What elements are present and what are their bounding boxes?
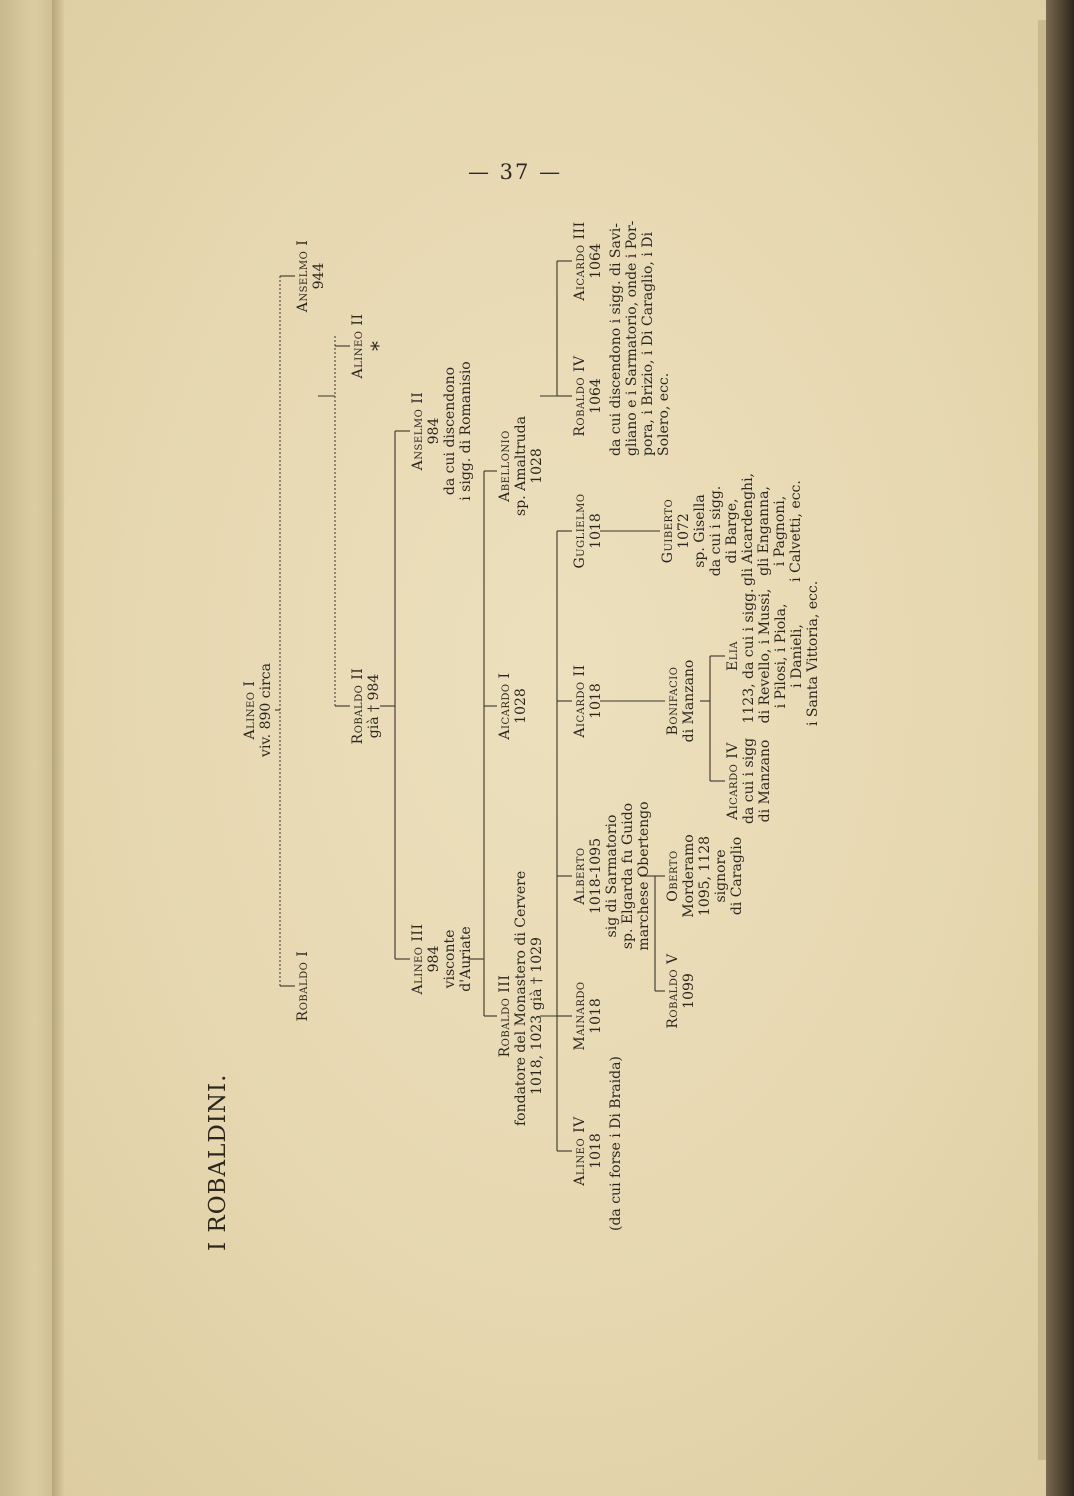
person-detail: 984 — [426, 945, 442, 973]
person-guiberto — [660, 472, 804, 586]
person-detail: viv. 890 circa — [258, 663, 274, 757]
person-detail: i Pagnoni, — [772, 495, 788, 567]
person-name: Anselmo I — [295, 239, 311, 313]
person-detail: da cui i sigg. — [708, 485, 724, 577]
person-name: Guglielmo — [572, 493, 588, 569]
person-detail: 1072 — [676, 513, 692, 549]
person-detail: di Manzano — [757, 739, 773, 823]
person-anselmo-1 — [295, 226, 327, 326]
person-abellonio — [497, 406, 545, 526]
person-alineo-2 — [350, 296, 390, 396]
person-detail: sp. Gisella — [692, 494, 708, 568]
person-aicardo-1 — [497, 656, 529, 756]
person-detail: visconte — [442, 929, 458, 989]
person-detail: gli Aicardenghi, — [740, 472, 756, 586]
person-aicardo-3 — [572, 211, 604, 311]
person-elia — [725, 580, 821, 726]
descendants-text: da cui discendono i sigg. di Savi- — [608, 223, 624, 456]
person-robaldo-3 — [497, 870, 545, 1126]
robaldo-4-descendants — [608, 196, 672, 456]
person-name: Alineo III — [410, 923, 426, 995]
person-detail: d'Auriate — [458, 926, 474, 992]
person-detail: 1099 — [681, 973, 697, 1009]
person-name: Aicardo III — [572, 221, 588, 301]
person-detail: Morderamo — [681, 834, 697, 918]
person-alberto — [572, 801, 652, 951]
person-mainardo — [572, 966, 604, 1066]
person-detail: 1018, 1023 già † 1029 — [529, 937, 545, 1095]
person-detail: signore — [713, 849, 729, 903]
person-detail: i Danieli, — [789, 624, 805, 688]
person-detail: 1018 — [588, 683, 604, 719]
person-name: Robaldo II — [350, 667, 366, 745]
person-name: Alineo I — [242, 680, 258, 740]
person-detail: di Manzano — [681, 659, 697, 743]
person-detail: di Caraglio — [729, 836, 745, 916]
person-anselmo-2 — [410, 356, 474, 506]
descendants-text: Solero, ecc. — [656, 372, 672, 456]
person-detail: sp. Elgarda fu Guido — [620, 802, 636, 950]
person-name: Robaldo IV — [572, 355, 588, 437]
person-detail: fondatore del Monastero di Cervere — [513, 870, 529, 1126]
person-alineo-1 — [242, 660, 274, 760]
person-alineo-4 — [572, 1056, 624, 1231]
person-name: Robaldo III — [497, 974, 513, 1058]
person-detail: 984 — [426, 417, 442, 445]
person-detail: sp. Amaltruda — [513, 416, 529, 516]
person-robaldo-1 — [295, 936, 311, 1036]
person-name: Mainardo — [572, 981, 588, 1051]
person-name: Abellonio — [497, 430, 513, 502]
person-robaldo-4 — [572, 346, 604, 446]
person-detail: 1064 — [588, 378, 604, 414]
person-detail: 1095, 1128 — [697, 835, 713, 917]
person-alineo-3 — [410, 909, 474, 1009]
person-name: Alineo II — [350, 313, 366, 379]
person-detail: 1028 — [513, 688, 529, 724]
person-detail: di Barge, — [724, 498, 740, 564]
person-name: Guiberto — [660, 498, 676, 564]
person-oberto — [665, 826, 745, 926]
person-guglielmo — [572, 481, 604, 581]
page-number: — 37 — — [468, 160, 563, 184]
descendants-text: gliano e i Sarmatorio, onde i Por- — [624, 220, 640, 456]
person-detail: i sigg. di Romanisio — [458, 361, 474, 501]
person-detail: 1123, da cui i sigg. — [741, 588, 757, 724]
person-name: Anselmo II — [410, 391, 426, 471]
person-name: Aicardo IV — [725, 742, 741, 820]
person-name: Robaldo I — [295, 950, 311, 1022]
person-name: Alineo IV — [572, 1116, 588, 1186]
person-detail: i Santa Vittoria, ecc. — [805, 580, 821, 726]
asterisk-mark: * — [366, 341, 390, 351]
person-detail: i Calvetti, ecc. — [788, 480, 804, 582]
person-detail: 944 — [311, 262, 327, 290]
person-robaldo-5 — [665, 941, 697, 1041]
person-name: Oberto — [665, 850, 681, 902]
person-detail: 1018 — [588, 1133, 604, 1169]
person-detail: 1018 — [588, 998, 604, 1034]
person-name: Alberto — [572, 847, 588, 905]
person-aicardo-2 — [572, 651, 604, 751]
genealogy-title: I ROBALDINI. — [205, 1073, 231, 1251]
person-detail: sig di Sarmatorio — [604, 814, 620, 938]
person-name: Aicardo II — [572, 664, 588, 738]
person-aicardo-4 — [725, 731, 773, 831]
person-detail: 1064 — [588, 243, 604, 279]
descendants-text: pora, i Brizio, i Di Caraglio, i Di — [640, 232, 656, 456]
person-detail: 1018-1095 — [588, 838, 604, 914]
person-detail: di Revello, i Mussi, — [757, 588, 773, 724]
person-detail: da cui discendono — [442, 366, 458, 496]
person-name: Robaldo V — [665, 953, 681, 1029]
person-name: Bonifacio — [665, 666, 681, 736]
person-detail: marchese Obertengo — [636, 801, 652, 951]
person-name: Elia — [725, 640, 741, 672]
person-name: Aicardo I — [497, 672, 513, 740]
person-bonifacio — [665, 651, 697, 751]
person-detail: già † 984 — [366, 673, 382, 739]
person-detail: (da cui forse i Di Braida) — [608, 1056, 624, 1231]
person-robaldo-2 — [350, 656, 382, 756]
person-detail: i Pilosi, i Piola, — [773, 603, 789, 709]
person-detail: 1028 — [529, 448, 545, 484]
person-detail: gli Enganna, — [756, 486, 772, 576]
person-detail: 1018 — [588, 513, 604, 549]
person-detail: da cui i sigg — [741, 737, 757, 825]
